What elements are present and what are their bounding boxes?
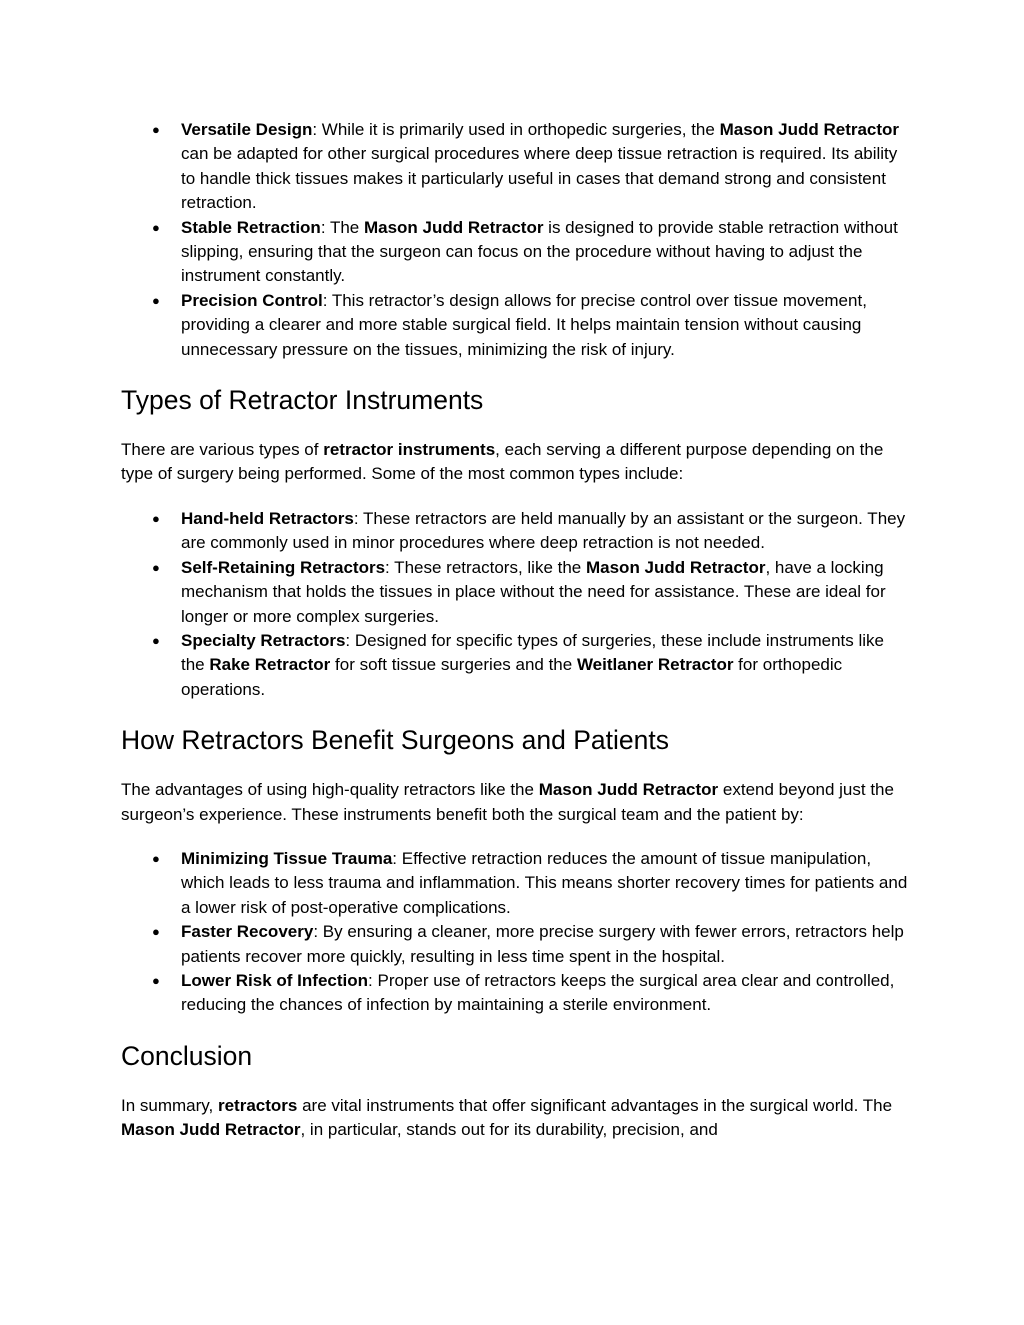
- text-run: : By ensuring a cleaner, more precise surgery with fewer errors, retractors help patients recover more quickly, resulting in less time spent in the hospital.: [181, 922, 904, 966]
- bold-text: Mason Judd Retractor: [121, 1120, 301, 1140]
- text-run: In summary,: [121, 1095, 218, 1115]
- bold-text: Minimizing Tissue Trauma: [181, 848, 393, 868]
- types-paragraph: [121, 438, 911, 487]
- benefits-paragraph: [121, 778, 911, 827]
- bold-text: Specialty Retractors: [181, 630, 346, 650]
- text-run: There are various types of: [121, 440, 324, 460]
- bullet-icon: ●: [152, 559, 160, 575]
- bold-text: Versatile Design: [181, 120, 313, 139]
- text-run: : While it is primarily used in orthopedic surgeries, the: [312, 120, 720, 139]
- text-run: extend beyond just the surgeon’s experience. These instruments benefit both the surgical team and the patient by:: [121, 780, 894, 824]
- bold-text: Rake Retractor: [209, 655, 331, 675]
- list-item: [121, 969, 911, 1018]
- bold-text: Weitlaner Retractor: [576, 655, 734, 675]
- text-run: : Proper use of retractors keeps the surgical area clear and controlled, reducing the chances of infection by maintaining a sterile environment.: [181, 970, 895, 1015]
- bullet-icon: ●: [152, 510, 160, 526]
- text-run: : This retractor’s design allows for precise control over tissue movement, providing a clearer and more stable surgical field. It helps maintain tension without causing unnecessary pressure on the tissues, minimizing the risk of injury.: [181, 290, 867, 359]
- text-run: are vital instruments that offer significant advantages in the surgical world. The: [297, 1095, 893, 1115]
- bold-text: Mason Judd Retractor: [538, 780, 719, 800]
- text-run: : These retractors are held manually by an assistant or the surgeon. They are commonly used in minor procedures where deep retraction is not needed.: [181, 508, 906, 553]
- bold-text: Mason Judd Retractor: [719, 120, 900, 139]
- bold-text: Mason Judd Retractor: [585, 557, 766, 577]
- list-item: [121, 847, 911, 920]
- text-run: The advantages of using high-quality retractors like the: [121, 780, 539, 800]
- list-item: [121, 920, 911, 969]
- list-item: [121, 118, 911, 216]
- text-run: : The: [320, 217, 364, 237]
- bold-text: Self-Retaining Retractors: [181, 557, 386, 577]
- bold-text: Stable Retraction: [181, 217, 321, 237]
- bold-text: retractor instruments: [323, 440, 496, 460]
- list-item: [121, 629, 911, 702]
- bold-text: Mason Judd Retractor: [363, 217, 544, 237]
- document-content: [121, 118, 911, 1143]
- text-run: is designed to provide stable retraction without slipping, ensuring that the surgeon can focus on the procedure without having to adjust the instrument constantly.: [181, 217, 898, 286]
- list-item: [121, 507, 911, 556]
- list-item: [121, 216, 911, 289]
- bold-text: Faster Recovery: [181, 922, 314, 942]
- bold-text: retractors: [217, 1095, 298, 1115]
- text-run: , each serving a different purpose depending on the type of surgery being performed. Some of the most common types include:: [121, 440, 884, 484]
- benefits-list: [121, 847, 911, 1018]
- text-run: for orthopedic operations.: [181, 655, 843, 699]
- text-run: for soft tissue surgeries and the: [330, 655, 577, 675]
- list-item: [121, 556, 911, 629]
- text-run: , in particular, stands out for its durability, precision, and: [300, 1120, 718, 1140]
- intro-feature-list: [121, 118, 911, 362]
- bold-text: Hand-held Retractors: [181, 508, 354, 528]
- bullet-icon: ●: [152, 850, 160, 866]
- section-heading-benefits: How Retractors Benefit Surgeons and Patients: [121, 725, 669, 756]
- conclusion-paragraph: [121, 1094, 911, 1143]
- bullet-icon: ●: [152, 924, 160, 940]
- bullet-icon: ●: [152, 122, 160, 137]
- bold-text: Precision Control: [181, 290, 323, 310]
- text-run: : Effective retraction reduces the amount of tissue manipulation, which leads to less trauma and inflammation. This means shorter recovery times for patients and a lower risk of post-operative complications.: [181, 848, 908, 917]
- text-run: can be adapted for other surgical procedures where deep tissue retraction is required. Its ability to handle thick tissues makes it particularly useful in cases that demand strong and consistent retraction.: [181, 144, 898, 213]
- bullet-icon: ●: [152, 972, 160, 988]
- list-item: [121, 289, 911, 362]
- text-run: , have a locking mechanism that holds the tissues in place without the need for assistance. These are ideal for longer or more complex surgeries.: [181, 557, 886, 626]
- section-heading-types: Types of Retractor Instruments: [121, 385, 484, 416]
- bullet-icon: ●: [152, 632, 160, 648]
- section-heading-conclusion: Conclusion: [121, 1040, 253, 1071]
- text-run: : These retractors, like the: [385, 557, 586, 577]
- text-run: : Designed for specific types of surgeries, these include instruments like the: [181, 630, 884, 675]
- bullet-icon: ●: [152, 292, 160, 308]
- types-list: [121, 507, 911, 702]
- bold-text: Lower Risk of Infection: [181, 970, 369, 990]
- bullet-icon: ●: [152, 219, 160, 235]
